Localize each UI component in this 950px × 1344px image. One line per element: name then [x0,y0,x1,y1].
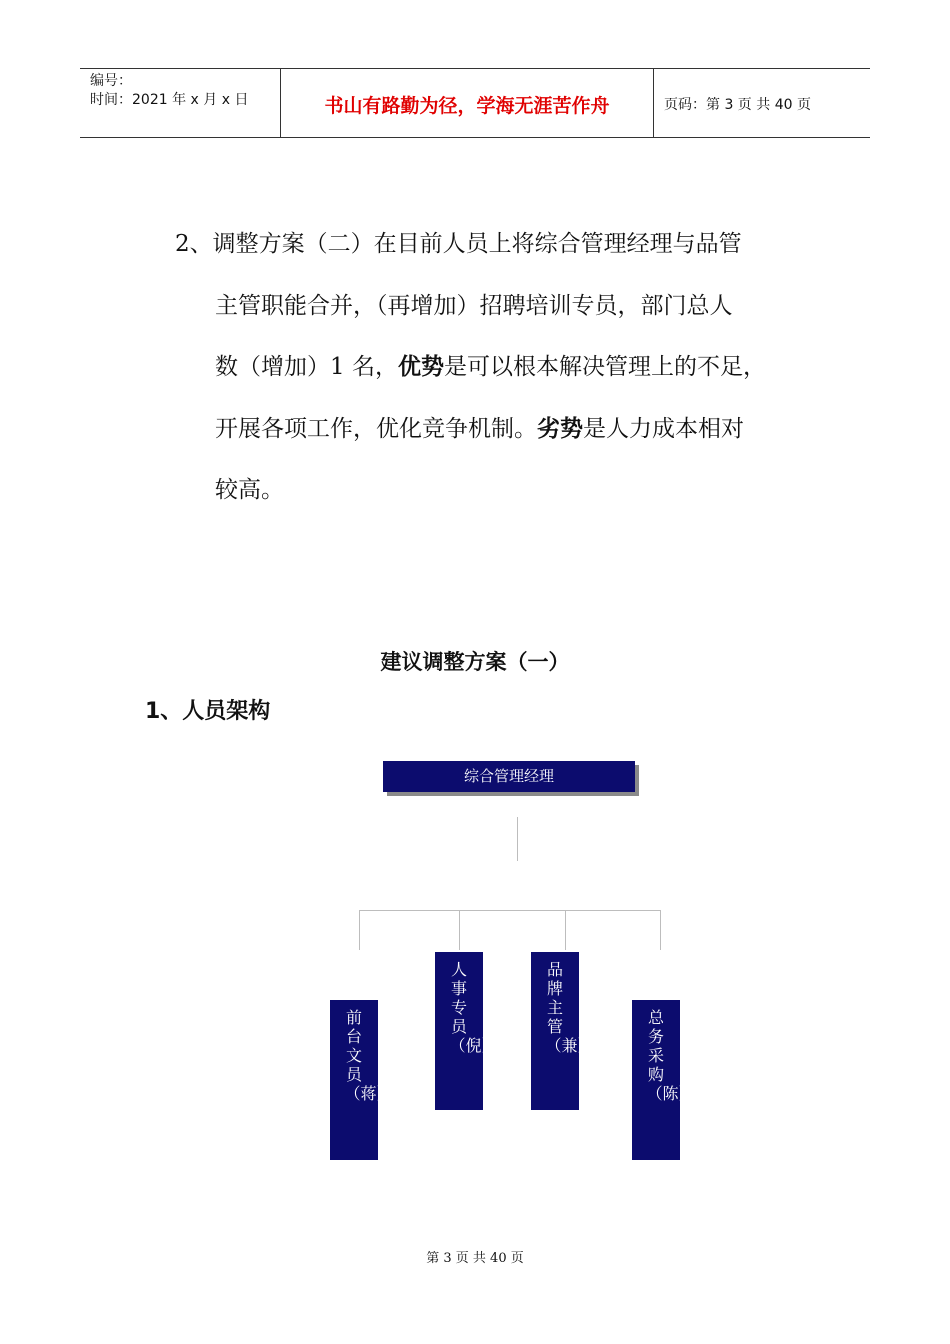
org-box-label: 品牌主管（兼） [545,960,594,1055]
section-title: 建议调整方案（一） [380,650,570,674]
org-connector-horizontal [359,910,660,911]
org-box-label: 人事专员（倪） [449,960,498,1055]
paragraph-text: 是可以根本解决管理上的不足， [443,354,766,380]
org-connector-drop [459,910,460,950]
document-time-label: 时间：2021 年 x 月 x 日 [90,92,249,108]
paragraph-text: 是人力成本相对 [583,415,744,442]
header-motto: 书山有路勤为径，学海无涯苦作舟 [324,95,610,117]
org-box-brand [531,952,594,1110]
header-right-cell [654,69,870,137]
org-box-hr [435,952,498,1110]
org-connector-drop [565,910,566,950]
document-number-label: 编号： [90,73,132,89]
paragraph-line [175,337,845,399]
org-box-reception [330,1000,393,1160]
org-box-label: 总务采购（陈） [646,1008,695,1103]
org-connector-drop [660,910,661,950]
header-page-info: 页码：第 3 页 共 40 页 [664,97,811,113]
paragraph-text: 开展各项工作，优化竞争机制。 [215,415,537,442]
disadvantage-label: 劣势 [537,415,583,442]
paragraph-line: 2、调整方案（二）在目前人员上将综合管理经理与品管 [175,231,742,257]
adjustment-plan-paragraph [175,214,845,522]
advantage-label: 优势 [397,354,444,380]
paragraph-line: 主管职能合并，（再增加）招聘培训专员，部门总人 [215,292,733,319]
page-header [80,68,870,138]
org-connector-vertical [517,817,518,861]
paragraph-line [175,399,845,461]
page-footer: 第 3 页 共 40 页 [426,1251,524,1266]
org-connector-drop [359,910,360,950]
paragraph-text: 数（增加）1 名， [215,354,398,380]
header-middle-cell [281,69,654,137]
org-box-label: 前台文员（蒋） [344,1008,393,1103]
org-box-purchasing [632,1000,695,1160]
header-left-cell [80,69,281,137]
paragraph-line: 较高。 [215,477,284,503]
org-top-box: 综合管理经理 [383,761,635,792]
sub-heading: 1、人员架构 [145,699,271,724]
